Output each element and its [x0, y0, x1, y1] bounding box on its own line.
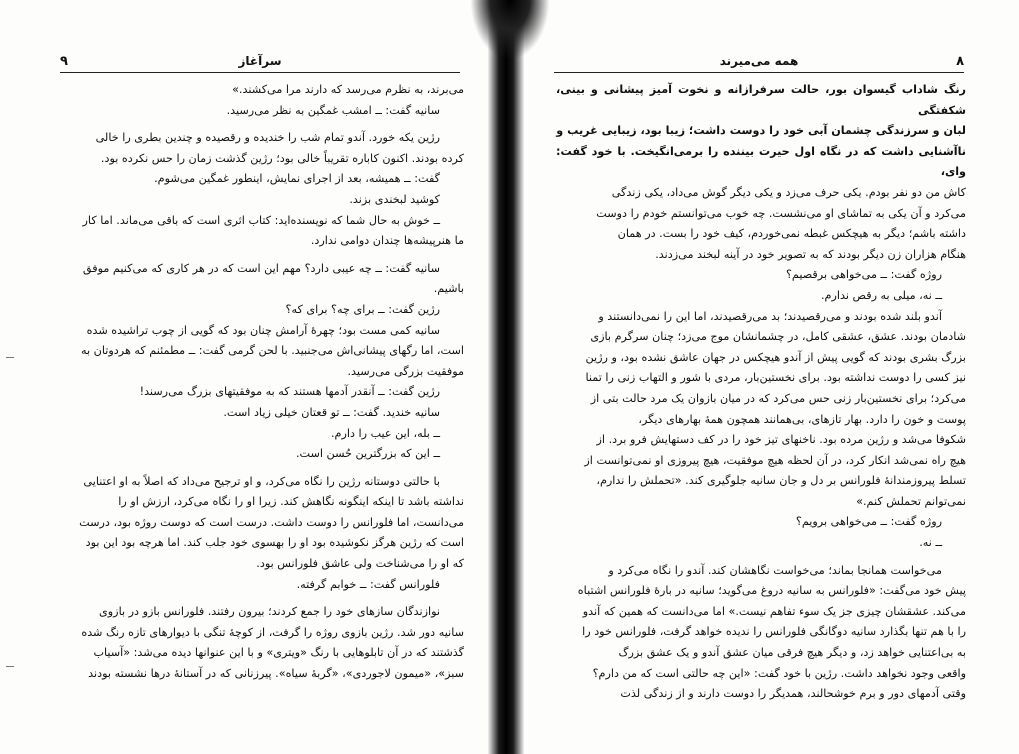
- paragraph-line: ــ نه.: [919, 536, 942, 550]
- left-page-number: ۹: [60, 54, 68, 69]
- paragraph-line: رنگ شاداب گیسوان بور، حالت سرفرازانه و نخوت آمیز پیشانی و بینی، شکفتگی: [556, 83, 966, 117]
- paragraph-line: می‌خواست همانجا بماند؛ می‌خواست نگاهشان کند. آندو را نگاه می‌کرد و: [608, 563, 942, 577]
- paragraph-line: ــ بله، این عیب را دارم.: [330, 426, 440, 440]
- paragraph-line: سانیه خندید. گفت: ــ تو قعتان خیلی زیاد است.: [223, 405, 440, 419]
- paragraph-line: هیچ راه نمی‌شد انکار کرد، در آن لحظه هیچ موفقیت، هیچ پیروزی او نمی‌توانست از: [584, 453, 966, 467]
- paragraph-line: می‌کند. عشقشان چیزی جز یک سوء تفاهم نیست.» اما می‌دانست که همین که آندو: [582, 604, 966, 618]
- paragraph-line: کاش من دو نفر بودم. یکی حرف می‌زد و یکی دیگر گوش می‌داد، یکی زندگی: [611, 185, 966, 199]
- paragraph-line: است، اما رگهای پیشانی‌اش می‌جنبید. با لحن گرمی گفت: ــ مطمئنم که هردوتان به: [81, 344, 464, 358]
- paragraph-line: سانیه گفت: ــ چه عیبی دارد؟ مهم این است که در هر کاری که می‌کنیم موفق: [82, 261, 440, 275]
- paragraph-line: سانیه دور شد. رژین بازوی روژه را گرفت، از کوچهٔ تنگی با دیوارهای تازه رنگ شده: [81, 625, 464, 639]
- paragraph-line: هنگام هزاران زن دیگر بودند که به تصویر خود در آینه لبخند می‌زدند.: [655, 247, 966, 261]
- paragraph-line: باشیم.: [433, 282, 464, 296]
- paragraph-line: ناآشنایی داشت که در نگاه اول حیرت بیننده را برمی‌انگیخت. با خود گفت: وای،: [556, 144, 966, 179]
- paragraph-line: ــ خوش به حال شما که نویسنده‌اید: کتاب اثری است که باقی می‌ماند. اما کار: [82, 213, 440, 227]
- paragraph-line: تسلط پیروزمندانهٔ فلورانس بر دل و جان سانیه جلوگیری کند. «تحملش را ندارم،: [596, 474, 966, 488]
- paragraph-line: می‌برند، به نظرم می‌رسد که دارند مرا می‌کشند.»: [232, 83, 464, 96]
- paragraph-line: داشته باشم؛ دیگر به هیچکس غبطه نمی‌خوردم، کیف خود را بست. در همان: [617, 227, 966, 241]
- left-running-title: سرآغاز: [238, 54, 282, 68]
- left-running-head: [60, 54, 460, 72]
- paragraph-line: سانیه کمی مست بود؛ چهرهٔ آرامش چنان بود که گویی از چوب تراشیده شده: [86, 323, 440, 337]
- paragraph-line: آندو بلند شده بودند و می‌رقصیدند؛ بد می‌رقصیدند، اما این را نمی‌دانستند و: [598, 309, 942, 323]
- right-running-head: [554, 54, 964, 72]
- paragraph-line: وقتی آدمهای دور و برم خوشحالند، همدیگر را دوست دارند و از زندگی لذت: [620, 687, 966, 701]
- paragraph-line: گفت: ــ همیشه، بعد از اجرای نمایش، اینطور غمگین می‌شوم.: [154, 172, 440, 186]
- paragraph-line: لبان و سرزندگی چشمان آبی خود را دوست داشت؛ زیبا بود، زیبایی غریب و: [556, 124, 966, 138]
- paragraph-line: سبز»، «میمون لاجوردی»، «گربهٔ سیاه». پیرزنانی که در آستانهٔ درها نشسته بودند: [88, 667, 464, 681]
- paragraph-line: می‌دانست، اما فلورانس را دوست داشت. درست است که دوست روژه بود، درست: [79, 515, 464, 529]
- left-page: [0, 0, 496, 754]
- paragraph-line: بزرگ بشری بودند که گویی پیش از آندو هیچکس در جهان عاشق نشده بود، و رژین: [585, 350, 966, 364]
- paragraph-line: فلورانس گفت: ــ خوابم گرفته.: [296, 577, 440, 591]
- paragraph-line: رژین گفت: ــ آنقدر آدمها هستند که به موفقیتهای بزرگ می‌رسند!: [139, 385, 440, 399]
- paragraph-line: روژه گفت: ــ می‌خواهی برویم؟: [795, 515, 942, 529]
- paragraph-line: پوست و خون را دارد. بهار تازهای، بی‌همانند همچون همهٔ بهارهای دیگر،: [638, 412, 966, 426]
- paragraph-line: رژین گفت: ــ برای چه؟ برای که؟: [285, 302, 440, 316]
- paragraph-line: به بی‌اعتنایی خواهد زد، و دیگر هیچ فرقی میان عشق آندو و یک عشق بزرگ: [618, 646, 966, 660]
- scan-margin-mark: [6, 666, 14, 667]
- paragraph-line: ــ این که بزرگترین حُسن است.: [295, 447, 440, 461]
- paragraph-line: رژین یکه خورد. آندو تمام شب را خندیده و رقصیده و چندین بطری را خالی: [95, 131, 440, 145]
- right-body-text: [556, 80, 966, 705]
- paragraph-line: است که رژین هرگز نکوشیده بود او را بهسوی خود جلب کند. اما هرچه بود این بود: [85, 536, 464, 550]
- paragraph-line: پیش خود می‌گفت: «فلورانس به سانیه دروغ می‌گوید؛ سانیه در بارهٔ فلورانس اشتباه: [577, 584, 966, 598]
- paragraph-line: که او را می‌شناخت ولی عاشق فلورانس بود.: [256, 557, 464, 571]
- paragraph-line: شادمان بودند. عشق، عشقی کامل، در چشمانشان موج می‌زد؛ چنان سرگرم بازی: [590, 330, 966, 344]
- paragraph-line: نمی‌توانم تحملش کنم.»: [856, 494, 966, 508]
- book-gutter-shadow: [470, 0, 550, 60]
- right-page: [516, 0, 1019, 754]
- left-header-rule: [60, 72, 460, 73]
- paragraph-line: نیز کسی را دوست نداشته بود. برای نخستین‌بار، مردی با شور و التهاب زنی را تمنا: [585, 371, 966, 385]
- paragraph-line: نداشته باشد تا اینکه اینگونه نگاهش کند. زیرا او را نگاه می‌کرد، ارزش او را: [118, 495, 464, 509]
- left-body-text: [68, 80, 464, 685]
- paragraph-line: ما هنرپیشه‌ها چندان دوامی ندارد.: [310, 234, 464, 248]
- book-gutter: [488, 0, 524, 754]
- paragraph-line: ــ نه، میلی به رقص ندارم.: [820, 288, 942, 302]
- paragraph-line: شکوفا می‌شد و رژین مرده بود. ناخنهای تیز خود را در کف دستهایش فرو برد. از: [596, 433, 966, 447]
- paragraph-line: با حالتی دوستانه رژین را نگاه می‌کرد، و او ترجیح می‌داد که اصلاً به او اعتنایی: [83, 474, 440, 488]
- paragraph-line: نوازندگان سازهای خود را جمع کردند؛ بیرون رفتند. فلورانس بازو در بازوی: [99, 605, 440, 619]
- paragraph-line: سانیه گفت: ــ امشب غمگین به نظر می‌رسید.: [226, 103, 440, 117]
- paragraph-line: گذشتند که در آن تابلوهایی با رنگ «ویتری» و با این عنوانها دیده می‌شد: «آسیاب: [93, 646, 464, 660]
- right-header-rule: [554, 72, 964, 73]
- right-page-number: ۸: [956, 54, 964, 69]
- paragraph-line: می‌کرد؛ برای نخستین‌بار زنی حس می‌کرد که در میان بازوان یک مرد حالت بتی از: [590, 391, 966, 405]
- paragraph-line: را با هم تنها بگذارد سانیه دوگانگی فلورانس را ندیده خواهد گرفت، فلورانس خود را: [582, 625, 966, 639]
- paragraph-line: کوشید لبخندی بزند.: [349, 192, 440, 206]
- paragraph-line: واقعی وجود نخواهد داشت. رژین با خود گفت: «این چه حالتی است که من دارم؟: [592, 666, 966, 680]
- paragraph-line: موفقیت بزرگی می‌رسید.: [347, 364, 464, 378]
- scan-margin-mark: [6, 357, 14, 358]
- paragraph-line: کرده بودند. اکنون کاباره تقریباً خالی بود؛ رژین گذشت زمان را حس نکرده بود.: [100, 151, 464, 165]
- paragraph-line: می‌کرد و آن یکی به تماشای او می‌نشست. چه خوب می‌توانستم خودم را دوست: [596, 206, 966, 220]
- paragraph-line: روژه گفت: ــ می‌خواهی برقصیم؟: [785, 268, 942, 282]
- right-running-title: همه می‌میرند: [719, 54, 799, 68]
